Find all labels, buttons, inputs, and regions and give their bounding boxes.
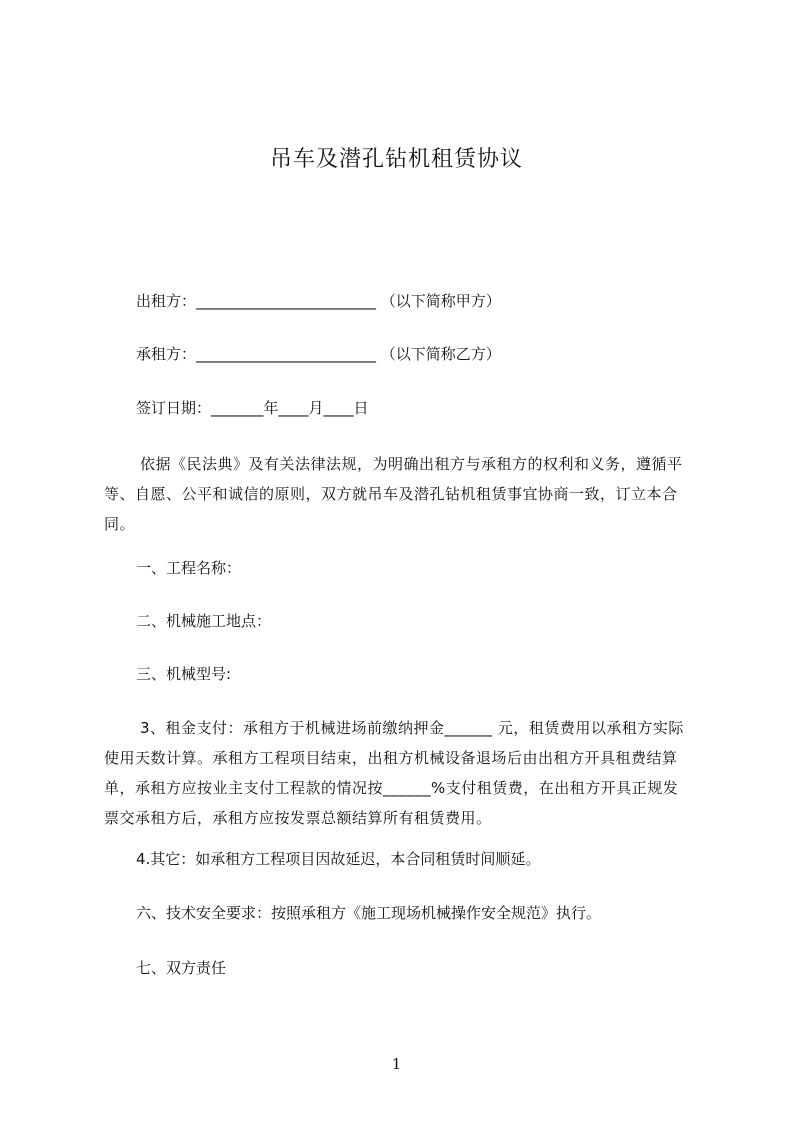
preamble-line: 等、自愿、公平和诚信的原则，双方就吊车及潜孔钻机租赁事宜协商一致，订立本合 bbox=[104, 485, 678, 503]
section-construction-site: 二、机械施工地点： bbox=[136, 612, 272, 630]
clause-line: 票交承租方后，承租方应按发票总额结算所有租赁费用。 bbox=[104, 809, 492, 827]
section-safety-requirements: 六、技术安全要求：按照承租方《施工现场机械操作安全规范》执行。 bbox=[136, 904, 602, 922]
clause-line: 3、租金支付：承租方于机械进场前缴纳押金______ 元，租赁费用以承租方实际 bbox=[140, 719, 684, 737]
rent-payment-clause bbox=[104, 713, 684, 833]
preamble-line: 同。 bbox=[104, 515, 136, 533]
clause-line: 单，承租方应按业主支付工程款的情况按______%支付租赁费，在出租方开具正规发 bbox=[104, 779, 679, 797]
lessee-line: 承租方：________________________ （以下简称乙方） bbox=[136, 345, 501, 363]
other-clause: 4.其它：如承租方工程项目因故延迟，本合同租赁时间顺延。 bbox=[136, 850, 541, 868]
document-title: 吊车及潜孔钻机租赁协议 bbox=[269, 147, 523, 172]
lessor-line: 出租方：________________________ （以下简称甲方） bbox=[136, 292, 501, 310]
signing-date-line: 签订日期：_______年____月____日 bbox=[136, 399, 369, 417]
section-project-name: 一、工程名称： bbox=[136, 559, 242, 577]
section-machine-model: 三、机械型号: bbox=[136, 665, 232, 683]
clause-line: 使用天数计算。承租方工程项目结束，出租方机械设备退场后由出租方开具租费结算 bbox=[104, 749, 678, 767]
section-responsibilities: 七、双方责任 bbox=[136, 959, 227, 977]
preamble-paragraph bbox=[104, 449, 683, 539]
page-number: 1 bbox=[391, 1055, 402, 1073]
preamble-line: 依据《民法典》及有关法律法规，为明确出租方与承租方的权利和义务，遵循平 bbox=[140, 455, 683, 473]
